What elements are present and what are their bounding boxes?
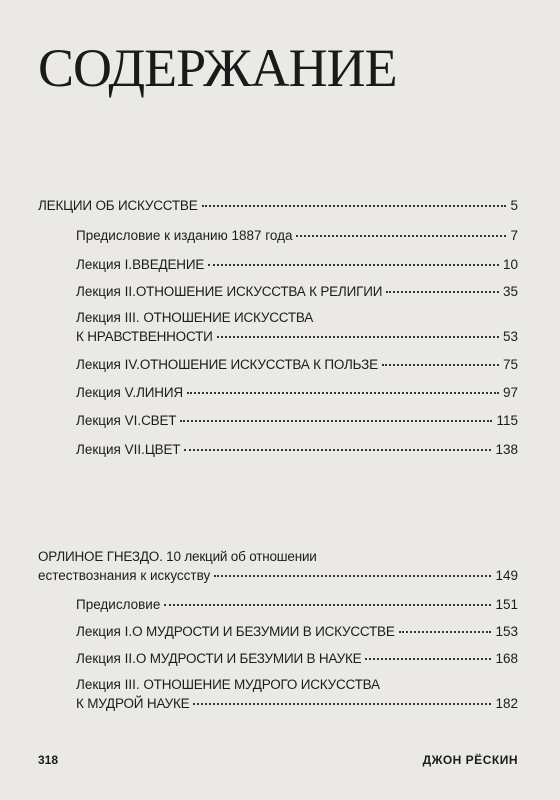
item-title: ЛИНИЯ xyxy=(136,385,183,400)
leader-dots xyxy=(217,336,499,338)
item-title: ВВЕДЕНИЕ xyxy=(132,257,205,272)
toc-item-preface[interactable] xyxy=(76,595,518,615)
page-number: 115 xyxy=(496,413,518,428)
page-number: 97 xyxy=(502,385,518,400)
section-title-line2: естествознания к искусству xyxy=(38,568,211,583)
leader-dots xyxy=(184,449,491,451)
toc-item-lecture-5[interactable] xyxy=(76,383,518,403)
toc-item-nest-lecture-2[interactable] xyxy=(76,649,518,669)
toc-section-lectures-on-art[interactable] xyxy=(38,196,518,216)
item-prefix: Лекция VI. xyxy=(76,413,142,428)
leader-dots xyxy=(187,392,499,394)
item-title: О МУДРОСТИ И БЕЗУМИИ В ИСКУССТВЕ xyxy=(132,624,395,639)
toc-item-nest-lecture-1[interactable] xyxy=(76,622,518,642)
section-title: ЛЕКЦИИ ОБ ИСКУССТВЕ xyxy=(38,198,198,213)
item-title: О МУДРОСТИ И БЕЗУМИИ В НАУКЕ xyxy=(135,651,362,666)
footer-page-number: 318 xyxy=(38,753,59,767)
leader-dots xyxy=(399,631,492,633)
item-prefix: Лекция VII. xyxy=(76,442,145,457)
item-prefix: Предисловие xyxy=(76,597,161,612)
leader-dots xyxy=(386,291,499,293)
item-prefix: Лекция II. xyxy=(76,651,136,666)
toc-item-lecture-3-line1[interactable] xyxy=(76,308,313,328)
toc-item-lecture-3[interactable] xyxy=(76,327,518,347)
item-title: ОТНОШЕНИЕ МУДРОГО ИСКУССТВА xyxy=(143,677,380,692)
leader-dots xyxy=(296,235,506,237)
page-number: 75 xyxy=(502,357,518,372)
item-prefix: Лекция III. xyxy=(76,677,144,692)
page-number: 5 xyxy=(510,198,518,213)
section-title: ОРЛИНОЕ ГНЕЗДО. 10 лекций об отношении xyxy=(38,549,317,564)
item-title: ОТНОШЕНИЕ ИСКУССТВА К РЕЛИГИИ xyxy=(135,284,383,299)
item-title: СВЕТ xyxy=(141,413,177,428)
leader-dots xyxy=(214,575,491,577)
leader-dots xyxy=(382,364,499,366)
page-number: 151 xyxy=(495,597,518,612)
page-number: 10 xyxy=(502,257,518,272)
toc-item-preface-1887[interactable] xyxy=(76,226,518,246)
page-number: 168 xyxy=(495,651,518,666)
item-prefix: Лекция IV. xyxy=(76,357,140,372)
item-prefix: Лекция V. xyxy=(76,385,137,400)
item-title: ЦВЕТ xyxy=(144,442,181,457)
toc-item-nest-lecture-3-line1[interactable] xyxy=(76,675,380,695)
leader-dots xyxy=(180,420,492,422)
page-number: 182 xyxy=(495,696,518,711)
footer-author: ДЖОН РЁСКИН xyxy=(422,753,518,767)
item-title-line2: К МУДРОЙ НАУКЕ xyxy=(76,696,190,711)
item-prefix: Лекция II. xyxy=(76,284,136,299)
page-number: 153 xyxy=(495,624,518,639)
toc-section-eagles-nest-line1[interactable] xyxy=(38,547,317,567)
page-number: 35 xyxy=(502,284,518,299)
toc-item-lecture-2[interactable] xyxy=(76,282,518,302)
toc-item-lecture-6[interactable] xyxy=(76,411,518,431)
item-prefix: Лекция III. xyxy=(76,310,144,325)
page-number: 53 xyxy=(502,329,518,344)
toc-item-nest-lecture-3[interactable] xyxy=(76,694,518,714)
item-prefix: Лекция I. xyxy=(76,624,133,639)
toc-section-eagles-nest[interactable] xyxy=(38,566,518,586)
toc-item-lecture-1[interactable] xyxy=(76,255,518,275)
leader-dots xyxy=(164,604,491,606)
toc-item-lecture-7[interactable] xyxy=(76,440,518,460)
toc-item-lecture-4[interactable] xyxy=(76,355,518,375)
item-title: ОТНОШЕНИЕ ИСКУССТВА К ПОЛЬЗЕ xyxy=(139,357,378,372)
leader-dots xyxy=(208,264,499,266)
item-prefix: Лекция I. xyxy=(76,257,133,272)
leader-dots xyxy=(193,703,491,705)
leader-dots xyxy=(365,658,491,660)
leader-dots xyxy=(202,205,507,207)
page-number: 7 xyxy=(510,228,518,243)
item-title: ОТНОШЕНИЕ ИСКУССТВА xyxy=(143,310,314,325)
page-number: 149 xyxy=(495,568,518,583)
item-prefix: Предисловие к изданию 1887 года xyxy=(76,228,293,243)
page-title: СОДЕРЖАНИЕ xyxy=(38,38,397,98)
item-title-line2: К НРАВСТВЕННОСТИ xyxy=(76,329,213,344)
page-number: 138 xyxy=(495,442,518,457)
